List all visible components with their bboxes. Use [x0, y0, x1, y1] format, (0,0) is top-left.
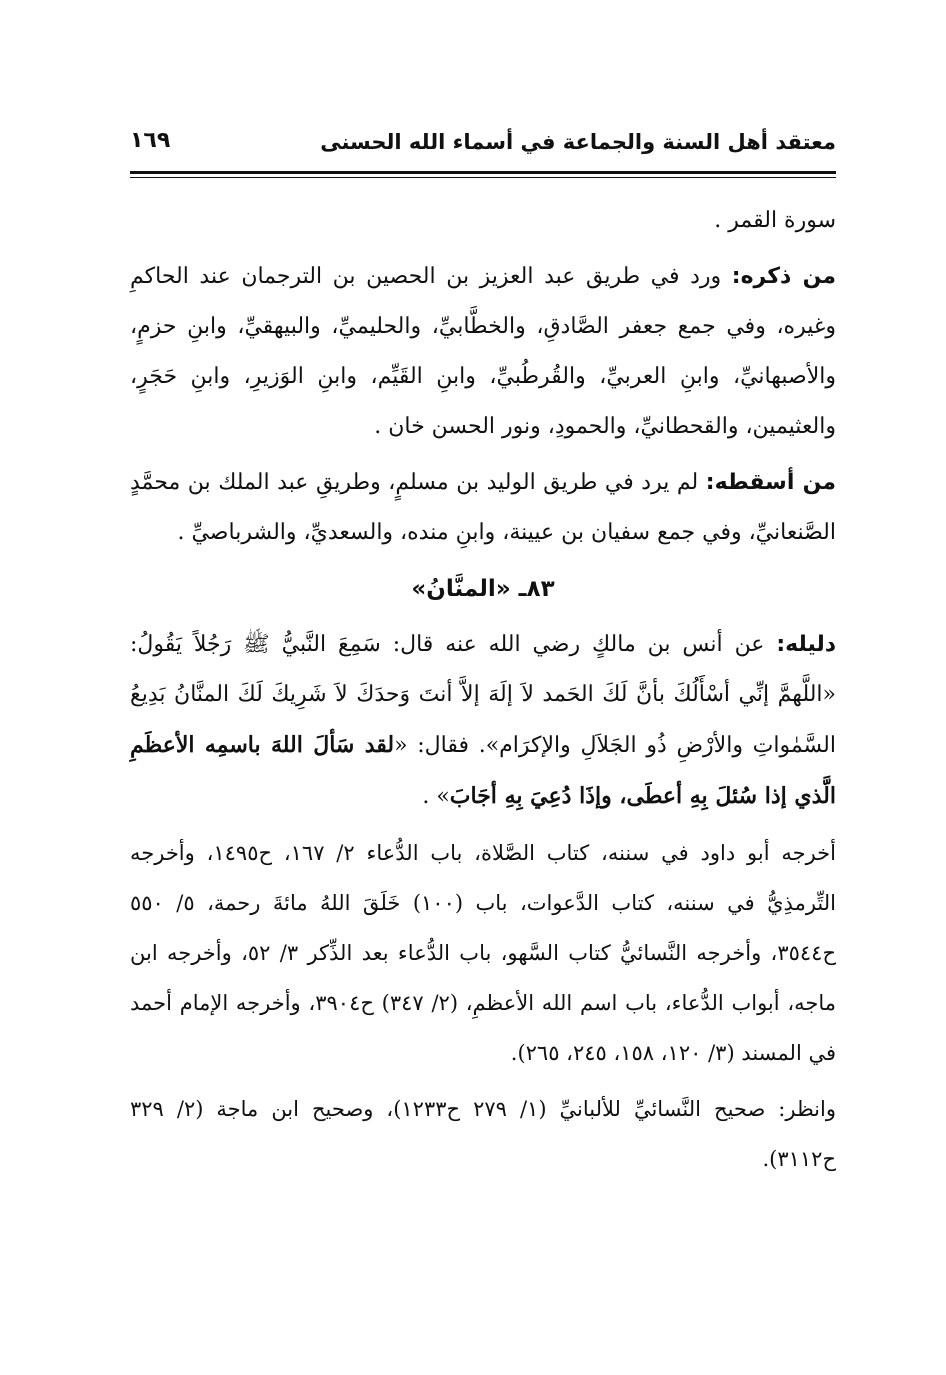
paragraph-who-omitted: [130, 458, 836, 558]
text-evidence-end: » .: [422, 784, 450, 809]
paragraph-surah: [130, 196, 836, 246]
page-header: [130, 126, 836, 166]
lead-evidence: دليله:: [776, 632, 836, 657]
paragraph-takhrij: [130, 828, 836, 1078]
lead-who-omitted: من أسقطه:: [705, 470, 836, 495]
paragraph-who-mentioned: [130, 252, 836, 452]
page-number: ١٦٩: [130, 128, 171, 153]
surah-reference: سورة القمر .: [714, 208, 836, 233]
hadith-emphasis: لقد سَألَ اللهَ باسمِه الأعظَمِ الَّذي إذا سُئلَ بِهِ أعطَى، وإذَا دُعِيَ بِهِ أجَابَ: [130, 732, 836, 809]
header-rule-thick: [130, 171, 836, 174]
running-title: معتقد أهل السنة والجماعة في أسماء الله الحسنى: [320, 130, 836, 154]
header-rule-thin: [130, 177, 836, 178]
paragraph-evidence: [130, 620, 836, 822]
text-evidence: عن أنس بن مالكٍ رضي الله عنه قال: سَمِعَ النَّبيُّ ﷺ رَجُلاً يَقُولُ: «اللَّهمَّ إنِّي أسْأَلُكَ بأنَّ لَكَ الحَمد لاَ إلَهَ إلاَّ أنتَ وَحدَكَ لاَ شَرِيكَ لَكَ المنَّانُ بَدِيعُ السَّمٰواتِ والأرْضِ ذُو الجَلاَلِ والإكرَام». فقال: «: [130, 632, 836, 758]
paragraph-see-also: [130, 1084, 836, 1184]
section-heading: ٨٣ـ «المنَّانُ»: [411, 576, 555, 602]
text-who-omitted: لم يرد في طريق الوليد بن مسلمٍ، وطريقِ عبد الملك بن محمَّدٍ الصَّنعانيِّ، وفي جمع سفيان بن عيينة، وابنِ منده، والسعديِّ، والشرباصيِّ .: [130, 470, 836, 545]
main-text: [130, 196, 836, 1190]
text-takhrij: أخرجه أبو داود في سننه، كتاب الصَّلاة، باب الدُّعاء ٢/ ١٦٧، ح١٤٩٥، وأخرجه التِّرمذِيُّ في سننه، كتاب الدَّعوات، باب (١٠٠) خَلَقَ اللهُ مائةَ رحمة، ٥/ ٥٥٠ ح٣٥٤٤، وأخرجه النَّسائيُّ كتاب السَّهو، باب الدُّعاء بعد الذِّكر ٣/ ٥٢، وأخرجه ابن ماجه، أبواب الدُّعاء، باب اسم الله الأعظمِ، (٢/ ٣٤٧) ح٣٩٠٤، وأخرجه الإمام أحمد في المسند (٣/ ١٢٠، ١٥٨، ٢٤٥، ٢٦٥).: [130, 841, 836, 1065]
text-see-also: وانظر: صحيح النَّسائيِّ للألبانيِّ (١/ ٢٧٩ ح١٢٣٣)، وصحيح ابن ماجة (٢/ ٣٢٩ ح٣١١٢).: [130, 1097, 837, 1171]
text-who-mentioned: ورد في طريق عبد العزيز بن الحصين بن الترجمان عند الحاكمِ وغيره، وفي جمع جعفر الصَّادقِ، والخطَّابيِّ، والحليميِّ، والبيهقيِّ، وابنِ حزمٍ، والأصبهانيِّ، وابنِ العربيِّ، والقُرطُبيِّ، وابنِ القَيِّم، وابنِ الوَزيرِ، وابنِ حَجَرٍ، والعثيمين، والقحطانيِّ، والحمودِ، ونور الحسن خان .: [130, 264, 836, 439]
lead-who-mentioned: من ذكره:: [731, 264, 836, 289]
